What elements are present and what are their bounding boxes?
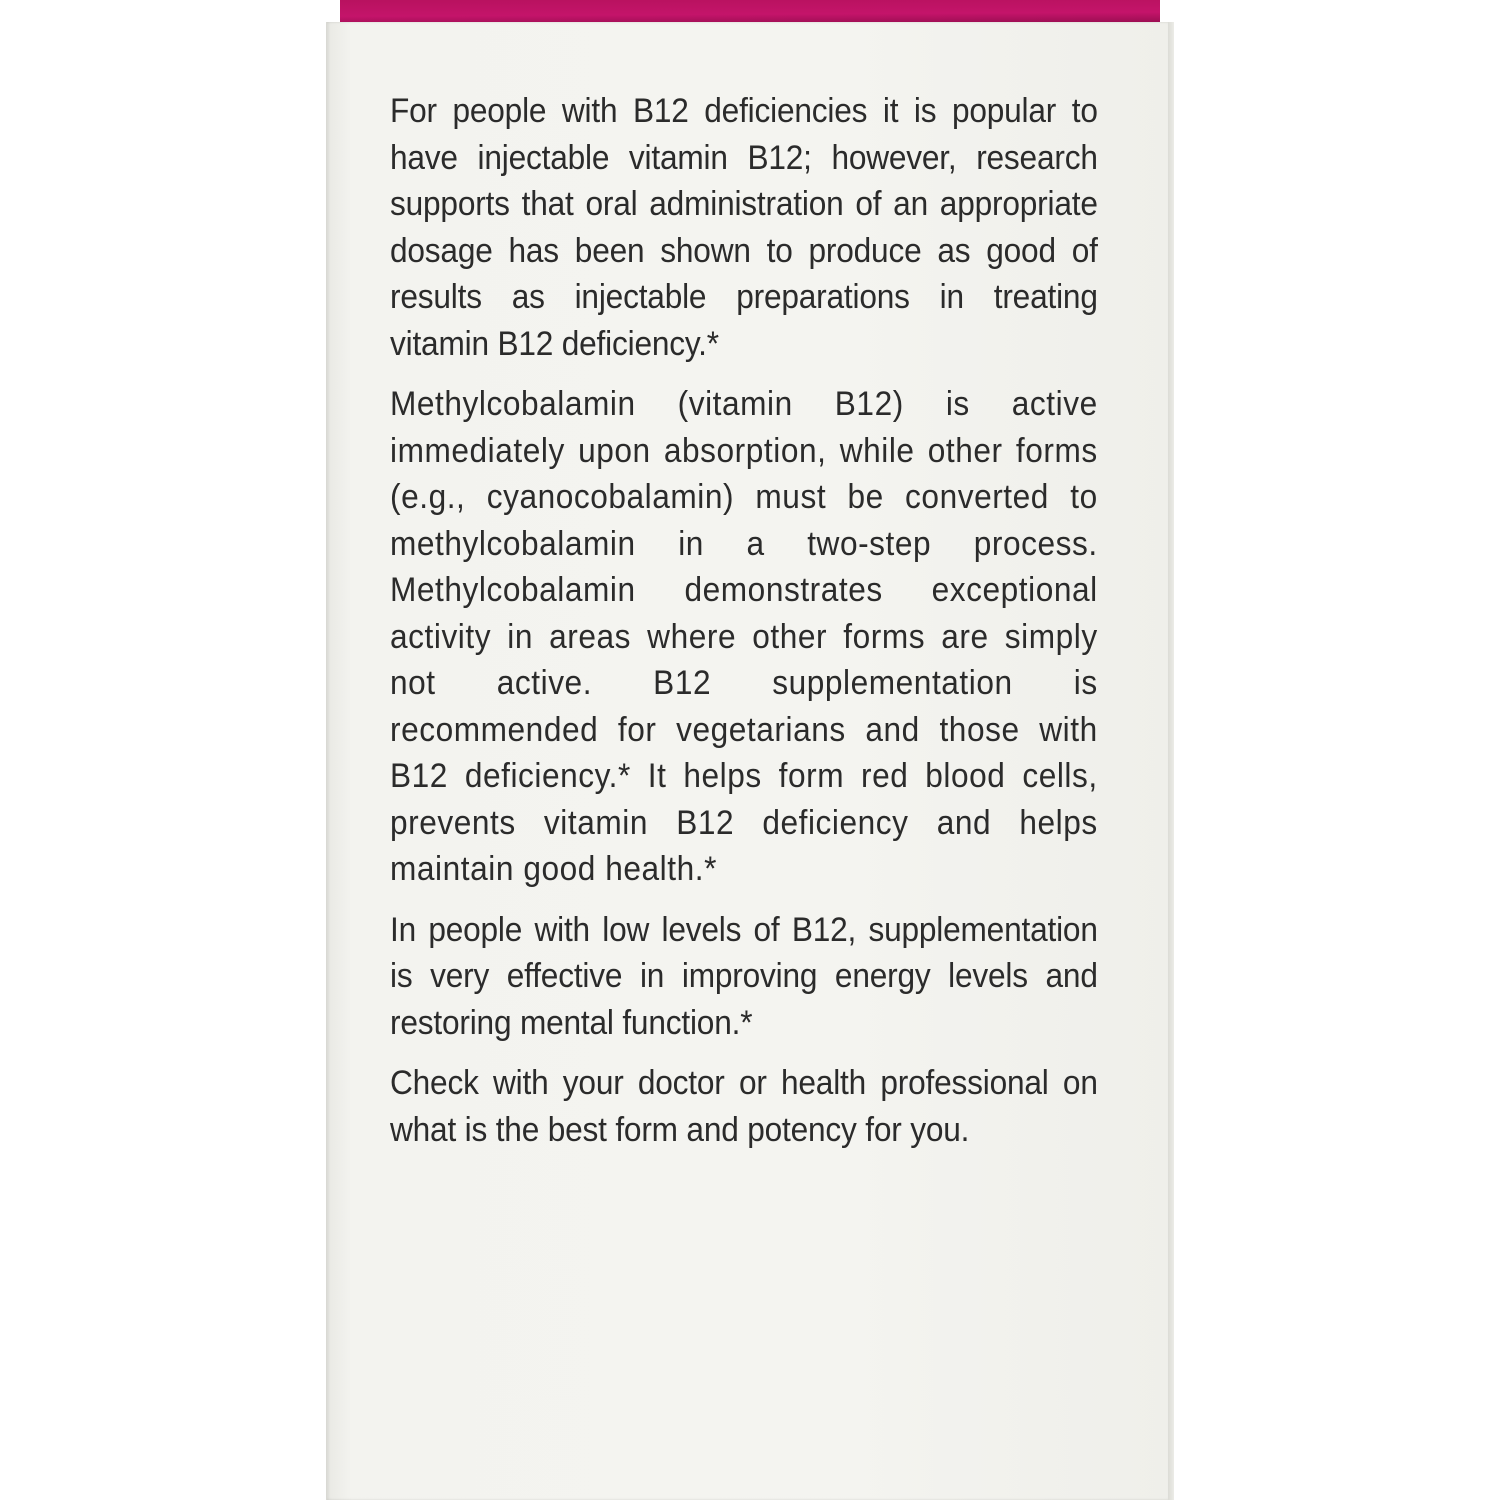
panel-edge [1168, 22, 1174, 1500]
paragraph-consult-doctor: Check with your doctor or health professional on what is the best form and potency for you. [390, 1064, 1098, 1149]
paragraph-low-levels: In people with low levels of B12, supplementation is very effective in improving energy levels and restoring mental function.* [390, 910, 1098, 1042]
paragraph-oral-vs-injectable: For people with B12 deficiencies it is popular to have injectable vitamin B12; however, research supports that oral administration of an appropriate dosage has been shown to produce as good of results as injectable preparations in treating vitamin B12 deficiency.* [390, 92, 1098, 363]
label-text-block [390, 88, 1098, 1167]
paragraph-methylcobalamin: Methylcobalamin (vitamin B12) is active immediately upon absorption, while other forms (e.g., cyanocobalamin) must be converted to methylcobalamin in a two-step process. Methylcobalamin demonstrates exceptional activity in areas where other forms are simply not active. B12 supplementation is recommended for vegetarians and those with B12 deficiency.* It helps form red blood cells, prevents vitamin B12 deficiency and helps maintain good health.* [390, 385, 1098, 888]
